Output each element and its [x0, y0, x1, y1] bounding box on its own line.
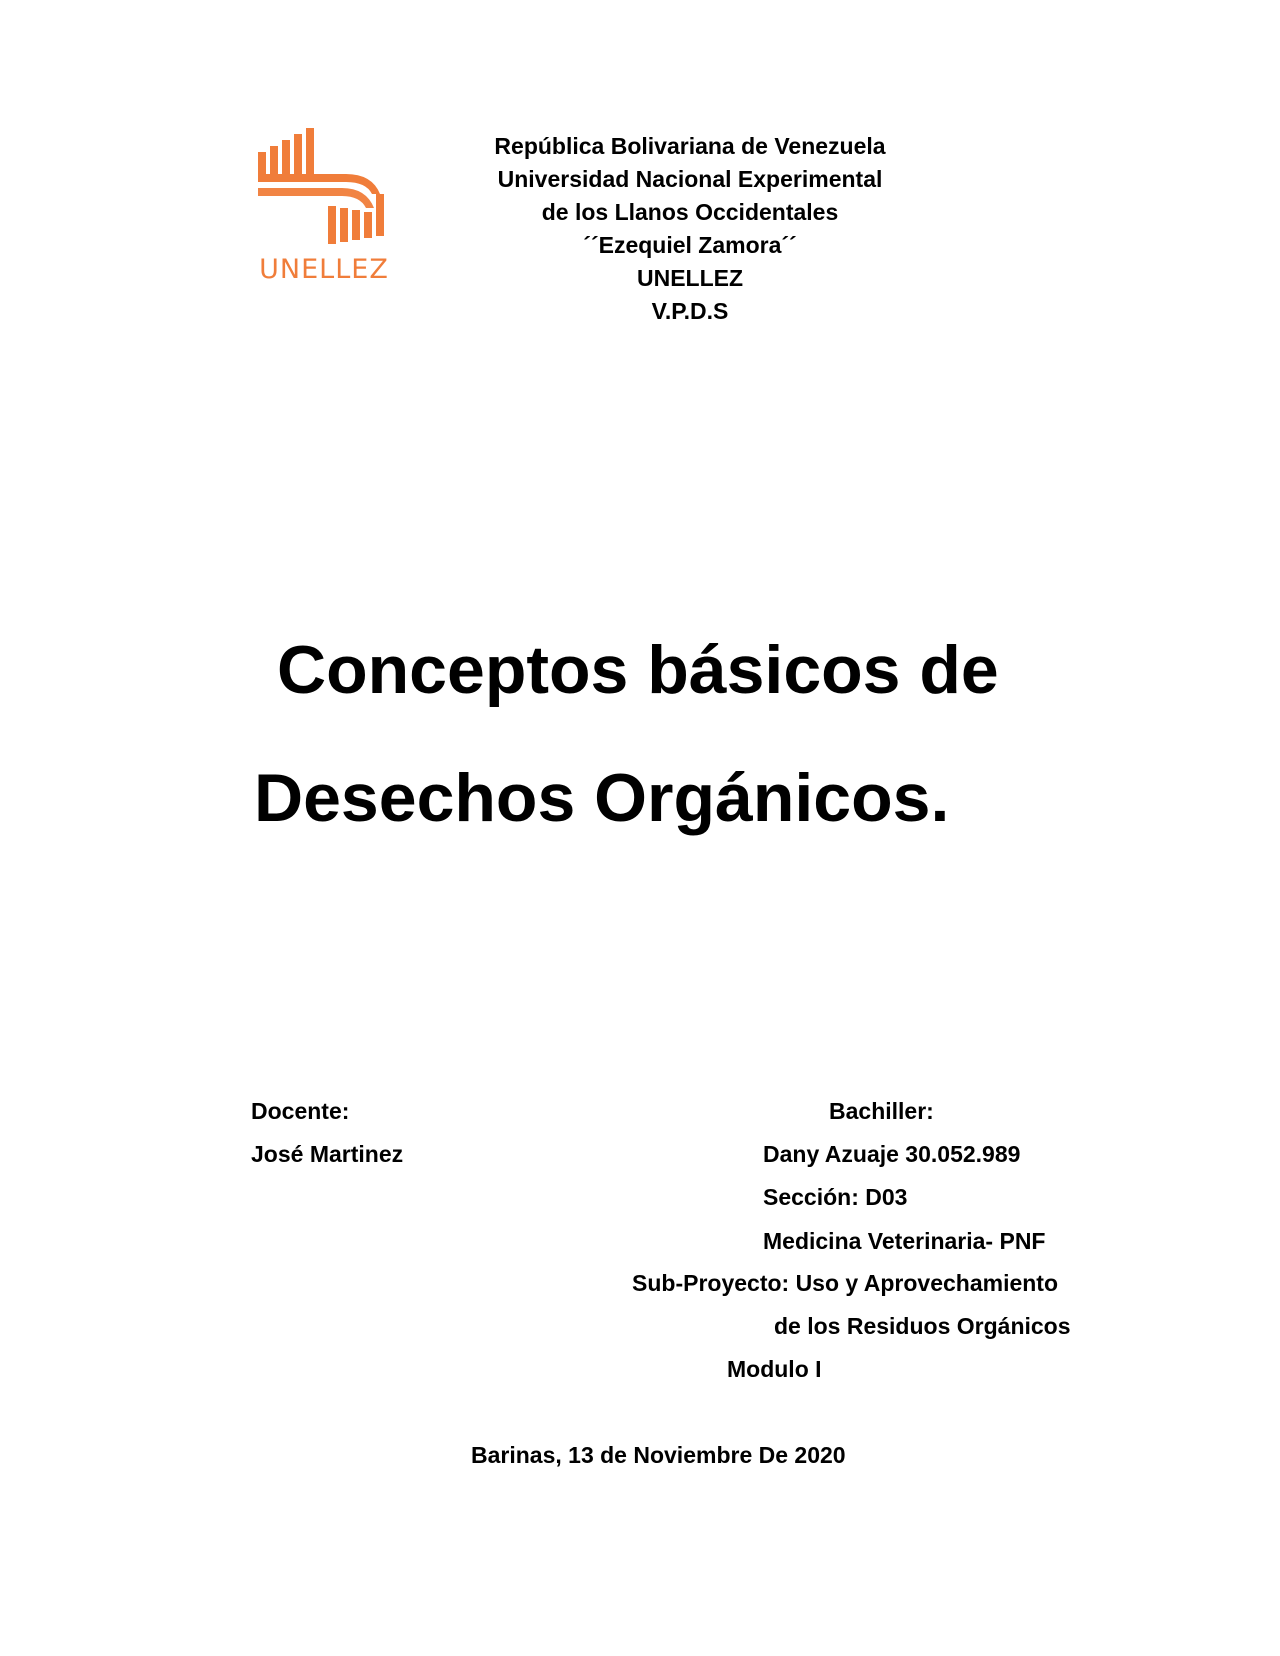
subproyecto-line2: de los Residuos Orgánicos [774, 1313, 1071, 1339]
header-line-namesake: ´´Ezequiel Zamora´´ [583, 232, 797, 258]
header-line-country: República Bolivariana de Venezuela [494, 133, 886, 159]
bachiller-seccion: Sección: D03 [763, 1184, 908, 1210]
logo-wordmark: UNELLEZ [259, 254, 389, 285]
header-line-region: de los Llanos Occidentales [541, 199, 839, 225]
docente-name: José Martinez [251, 1141, 404, 1167]
document-title-line2: Desechos Orgánicos. [254, 760, 950, 836]
place-date: Barinas, 13 de Noviembre De 2020 [471, 1442, 846, 1468]
header-line-acronym: UNELLEZ [636, 265, 744, 291]
bachiller-name: Dany Azuaje 30.052.989 [763, 1141, 1021, 1167]
unellez-logo [256, 128, 392, 288]
docente-label: Docente: [251, 1098, 350, 1124]
bachiller-label: Bachiller: [829, 1098, 934, 1124]
header-line-vpds: V.P.D.S [651, 298, 729, 324]
institution-header [440, 130, 940, 328]
header-line-university: Universidad Nacional Experimental [497, 166, 883, 192]
document-title-line1: Conceptos básicos de [277, 632, 999, 708]
bachiller-carrera: Medicina Veterinaria- PNF [763, 1228, 1046, 1254]
modulo: Modulo I [727, 1356, 822, 1382]
unellez-logo-mark-icon [256, 128, 392, 248]
subproyecto-line1: Sub-Proyecto: Uso y Aprovechamiento [632, 1270, 1059, 1296]
